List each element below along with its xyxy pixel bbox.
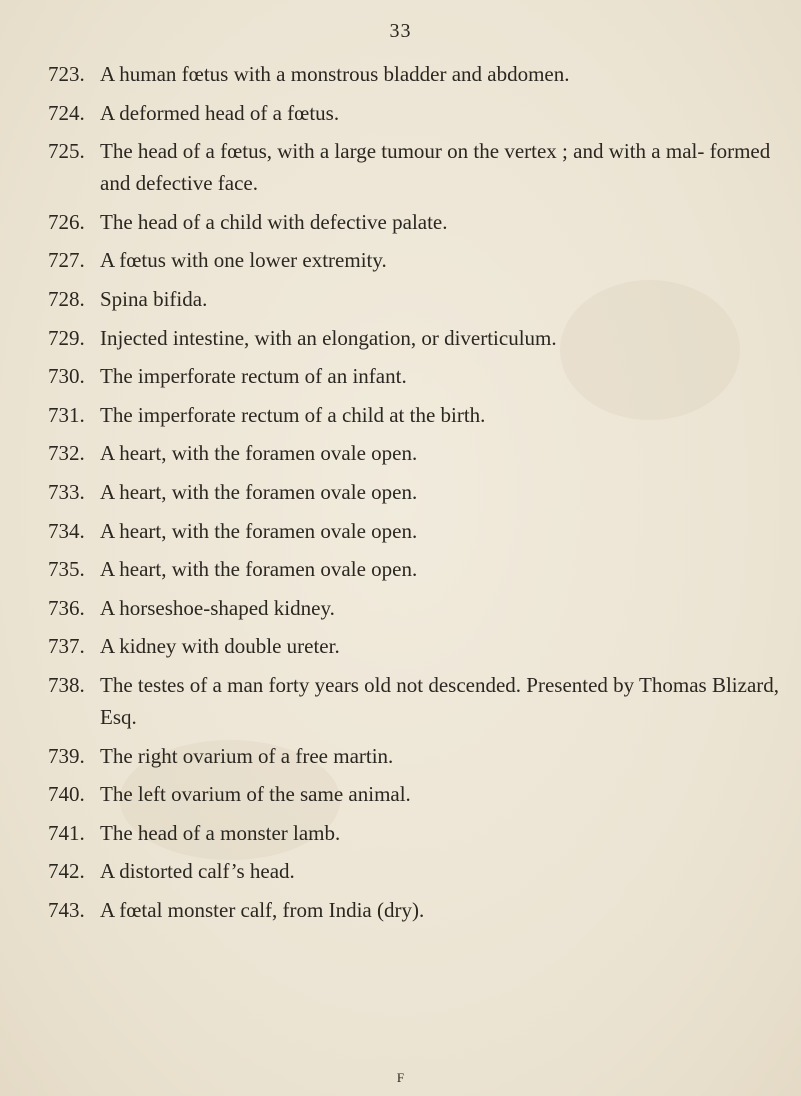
entry-text: A fœtus with one lower extremity. [100, 248, 387, 273]
entry-text: A heart, with the foramen ovale open. [100, 479, 418, 504]
catalogue-entry [48, 206, 801, 238]
entry-number: 727. [48, 248, 85, 273]
catalogue-entry [48, 360, 801, 392]
signature-mark: F [396, 1070, 405, 1085]
entry-text: The head of a child with defective palate. [100, 209, 448, 234]
entry-text: A distorted calf’s head. [100, 859, 295, 884]
entry-text: Injected intestine, with an elongation, or diverticulum. [100, 325, 557, 350]
entry-text: The imperforate rectum of an infant. [100, 364, 407, 389]
entry-number: 741. [48, 820, 85, 845]
entry-number: 734. [48, 518, 85, 543]
catalogue-entry [48, 244, 801, 276]
catalogue-entry [48, 283, 801, 315]
catalogue-entries [48, 58, 801, 932]
catalogue-entry [48, 778, 801, 810]
entry-number: 730. [48, 364, 85, 389]
entry-number: 733. [48, 479, 85, 504]
entry-number: 736. [48, 595, 85, 620]
catalogue-entry [48, 97, 801, 129]
entry-text: The left ovarium of the same animal. [100, 782, 411, 807]
entry-text: The testes of a man forty years old not descended. Presented by Thomas Blizard, Esq. [100, 672, 780, 729]
catalogue-entry [48, 135, 801, 199]
entry-text: A fœtal monster calf, from India (dry). [100, 897, 425, 922]
entry-text: The right ovarium of a free martin. [100, 743, 394, 768]
entry-text: A horseshoe-shaped kidney. [100, 595, 335, 620]
entry-number: 743. [48, 897, 85, 922]
catalogue-entry [48, 399, 801, 431]
entry-text: A heart, with the foramen ovale open. [100, 518, 418, 543]
catalogue-entry [48, 476, 801, 508]
entry-number: 732. [48, 441, 85, 466]
entry-text: A heart, with the foramen ovale open. [100, 441, 418, 466]
entry-text: The imperforate rectum of a child at the birth. [100, 402, 486, 427]
catalogue-entry [48, 894, 801, 926]
entry-number: 735. [48, 557, 85, 582]
catalogue-entry [48, 58, 801, 90]
entry-number: 740. [48, 782, 85, 807]
entry-text: The head of a monster lamb. [100, 820, 341, 845]
entry-number: 729. [48, 325, 85, 350]
catalogue-entry [48, 817, 801, 849]
entry-number: 738. [48, 672, 85, 697]
entry-number: 742. [48, 859, 85, 884]
entry-text: The head of a fœtus, with a large tumour on the vertex ; and with a mal- formed and defective face. [100, 139, 771, 196]
entry-number: 731. [48, 402, 85, 427]
catalogue-entry [48, 740, 801, 772]
catalogue-entry [48, 669, 801, 733]
catalogue-entry [48, 322, 801, 354]
entry-number: 726. [48, 209, 85, 234]
entry-number: 728. [48, 286, 85, 311]
catalogue-entry [48, 630, 801, 662]
entry-number: 737. [48, 634, 85, 659]
catalogue-entry [48, 855, 801, 887]
entry-text: A heart, with the foramen ovale open. [100, 557, 418, 582]
entry-number: 724. [48, 100, 85, 125]
catalogue-entry [48, 515, 801, 547]
entry-number: 739. [48, 743, 85, 768]
page-number: 33 [389, 20, 412, 42]
entry-number: 723. [48, 62, 85, 86]
catalogue-entry [48, 592, 801, 624]
entry-text: A deformed head of a fœtus. [100, 100, 340, 125]
entry-text: Spina bifida. [100, 286, 208, 311]
entry-text: A human fœtus with a monstrous bladder and abdomen. [100, 62, 570, 86]
catalogue-entry [48, 437, 801, 469]
entry-text: A kidney with double ureter. [100, 634, 340, 659]
entry-number: 725. [48, 139, 85, 164]
catalogue-entry [48, 553, 801, 585]
